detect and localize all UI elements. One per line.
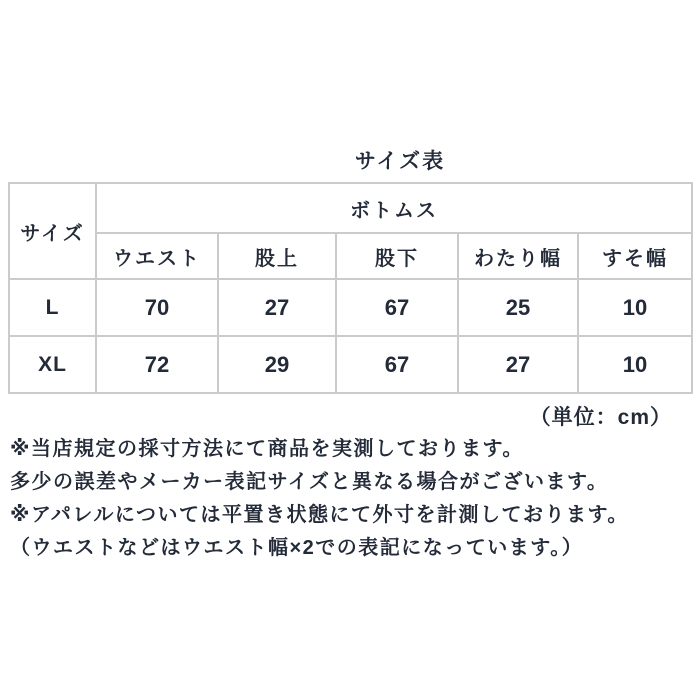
size-table xyxy=(8,182,693,394)
cell-xl-hem-width: 10 xyxy=(578,336,692,393)
table-row-size-xl xyxy=(9,336,692,393)
cell-xl-inseam: 67 xyxy=(336,336,458,393)
col-header-inseam: 股下 xyxy=(336,233,458,279)
row-header-size-xl: XL xyxy=(9,336,96,393)
note-size-variance: 多少の誤差やメーカー表記サイズと異なる場合がございます。 xyxy=(10,471,609,493)
category-header-bottoms: ボトムス xyxy=(96,183,692,233)
col-header-waist: ウエスト xyxy=(96,233,218,279)
cell-xl-rise: 29 xyxy=(218,336,336,393)
row-header-size-l: L xyxy=(9,279,96,336)
cell-l-hem-width: 10 xyxy=(578,279,692,336)
col-header-hem-width: すそ幅 xyxy=(578,233,692,279)
col-header-rise: 股上 xyxy=(218,233,336,279)
size-column-header: サイズ xyxy=(9,183,96,279)
note-waist-doubled: （ウエストなどはウエスト幅×2での表記になっています。） xyxy=(10,537,584,559)
cell-l-thigh-width: 25 xyxy=(458,279,578,336)
measurement-notes xyxy=(10,433,692,565)
note-measurement-method: ※当店規定の採寸方法にて商品を実測しております。 xyxy=(10,438,524,460)
col-header-thigh-width: わたり幅 xyxy=(458,233,578,279)
cell-l-waist: 70 xyxy=(96,279,218,336)
cell-l-inseam: 67 xyxy=(336,279,458,336)
note-flat-measurement: ※アパレルについては平置き状態にて外寸を計測しております。 xyxy=(10,504,629,526)
table-category-row xyxy=(9,183,692,233)
cell-xl-waist: 72 xyxy=(96,336,218,393)
cell-xl-thigh-width: 27 xyxy=(458,336,578,393)
unit-note: （単位：cm） xyxy=(529,406,672,429)
page-title: サイズ表 xyxy=(354,150,446,173)
table-measure-header-row xyxy=(9,233,692,279)
cell-l-rise: 27 xyxy=(218,279,336,336)
table-row-size-l xyxy=(9,279,692,336)
